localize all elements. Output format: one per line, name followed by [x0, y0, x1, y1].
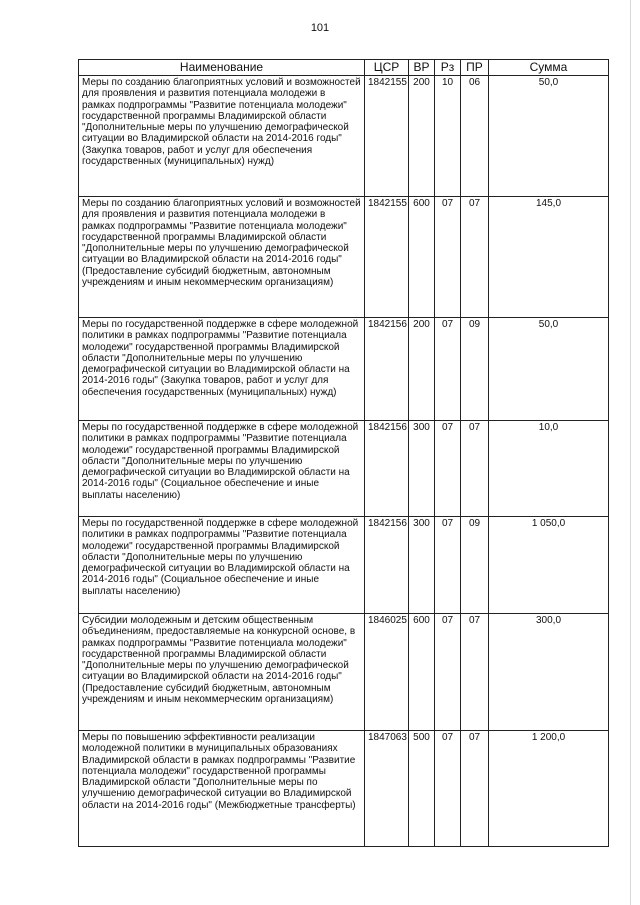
row-pr: 09: [461, 318, 489, 421]
row-csr: 1842155: [365, 197, 409, 318]
row-name: Меры по государственной поддержке в сфере молодежной политики в рамках подпрограммы "Развитие потенциала молодежи" государственной программы Владимирской области "Дополнительные меры по улучшению демографической ситуации во Владимирской области на 2014-2016 годы" (Закупка товаров, работ и услуг для обеспечения государственных (муниципальных) нужд): [79, 318, 365, 421]
row-csr: 1842156: [365, 517, 409, 614]
table-row: [79, 421, 609, 517]
row-pr: 06: [461, 76, 489, 197]
row-csr: 1842156: [365, 421, 409, 517]
table-row: [79, 731, 609, 847]
row-rz: 07: [435, 731, 461, 847]
table-row: [79, 517, 609, 614]
row-name: Меры по повышению эффективности реализации молодежной политики в муниципальных образованиях Владимирской области в рамках подпрограммы "Развитие потенциала молодежи" государственной программы Владимирской области "Дополнительные меры по улучшению демографической ситуации во Владимирской области на 2014-2016 годы" (Межбюджетные трансферты): [79, 731, 365, 847]
row-name: Меры по государственной поддержке в сфере молодежной политики в рамках подпрограммы "Развитие потенциала молодежи" государственной программы Владимирской области "Дополнительные меры по улучшению демографической ситуации во Владимирской области на 2014-2016 годы" (Социальное обеспечение и иные выплаты населению): [79, 421, 365, 517]
row-rz: 07: [435, 517, 461, 614]
row-sum: 50,0: [489, 76, 609, 197]
row-sum: 50,0: [489, 318, 609, 421]
header-vr: ВР: [409, 60, 435, 76]
row-csr: 1842155: [365, 76, 409, 197]
budget-table: [78, 59, 609, 847]
row-rz: 07: [435, 197, 461, 318]
row-rz: 10: [435, 76, 461, 197]
row-vr: 500: [409, 731, 435, 847]
table-row: [79, 614, 609, 731]
header-name: Наименование: [79, 60, 365, 76]
row-name: Меры по созданию благоприятных условий и возможностей для проявления и развития потенциала молодежи в рамках подпрограммы "Развитие потенциала молодежи" государственной программы Владимирской области "Дополнительные меры по улучшению демографической ситуации во Владимирской области на 2014-2016 годы" (Закупка товаров, работ и услуг для обеспечения государственных (муниципальных) нужд): [79, 76, 365, 197]
row-csr: 1847063: [365, 731, 409, 847]
table-header-row: [79, 60, 609, 76]
row-vr: 300: [409, 517, 435, 614]
header-csr: ЦСР: [365, 60, 409, 76]
header-pr: ПР: [461, 60, 489, 76]
row-vr: 300: [409, 421, 435, 517]
row-name: Субсидии молодежным и детским общественным объединениям, предоставляемые на конкурсной основе, в рамках подпрограммы "Развитие потенциала молодежи" государственной программы Владимирской области "Дополнительные меры по улучшению демографической ситуации во Владимирской области на 2014-2016 годы" (Предоставление субсидий бюджетным, автономным учреждениям и иным некоммерческим организациям): [79, 614, 365, 731]
row-pr: 07: [461, 421, 489, 517]
row-csr: 1842156: [365, 318, 409, 421]
row-csr: 1846025: [365, 614, 409, 731]
row-name: Меры по созданию благоприятных условий и возможностей для проявления и развития потенциала молодежи в рамках подпрограммы "Развитие потенциала молодежи" государственной программы Владимирской области "Дополнительные меры по улучшению демографической ситуации во Владимирской области на 2014-2016 годы" (Предоставление субсидий бюджетным, автономным учреждениям и иным некоммерческим организациям): [79, 197, 365, 318]
row-vr: 600: [409, 614, 435, 731]
table-row: [79, 76, 609, 197]
table-row: [79, 318, 609, 421]
row-sum: 1 200,0: [489, 731, 609, 847]
row-rz: 07: [435, 421, 461, 517]
row-sum: 1 050,0: [489, 517, 609, 614]
header-sum: Сумма: [489, 60, 609, 76]
row-pr: 07: [461, 197, 489, 318]
table-row: [79, 197, 609, 318]
row-name: Меры по государственной поддержке в сфере молодежной политики в рамках подпрограммы "Развитие потенциала молодежи" государственной программы Владимирской области "Дополнительные меры по улучшению демографической ситуации во Владимирской области на 2014-2016 годы" (Социальное обеспечение и иные выплаты населению): [79, 517, 365, 614]
row-sum: 10,0: [489, 421, 609, 517]
row-rz: 07: [435, 614, 461, 731]
row-pr: 09: [461, 517, 489, 614]
row-sum: 300,0: [489, 614, 609, 731]
row-vr: 600: [409, 197, 435, 318]
row-pr: 07: [461, 731, 489, 847]
header-rz: Рз: [435, 60, 461, 76]
row-vr: 200: [409, 76, 435, 197]
scan-edge-line: [630, 0, 631, 905]
row-rz: 07: [435, 318, 461, 421]
row-sum: 145,0: [489, 197, 609, 318]
row-pr: 07: [461, 614, 489, 731]
row-vr: 200: [409, 318, 435, 421]
page-number: 101: [310, 22, 330, 34]
